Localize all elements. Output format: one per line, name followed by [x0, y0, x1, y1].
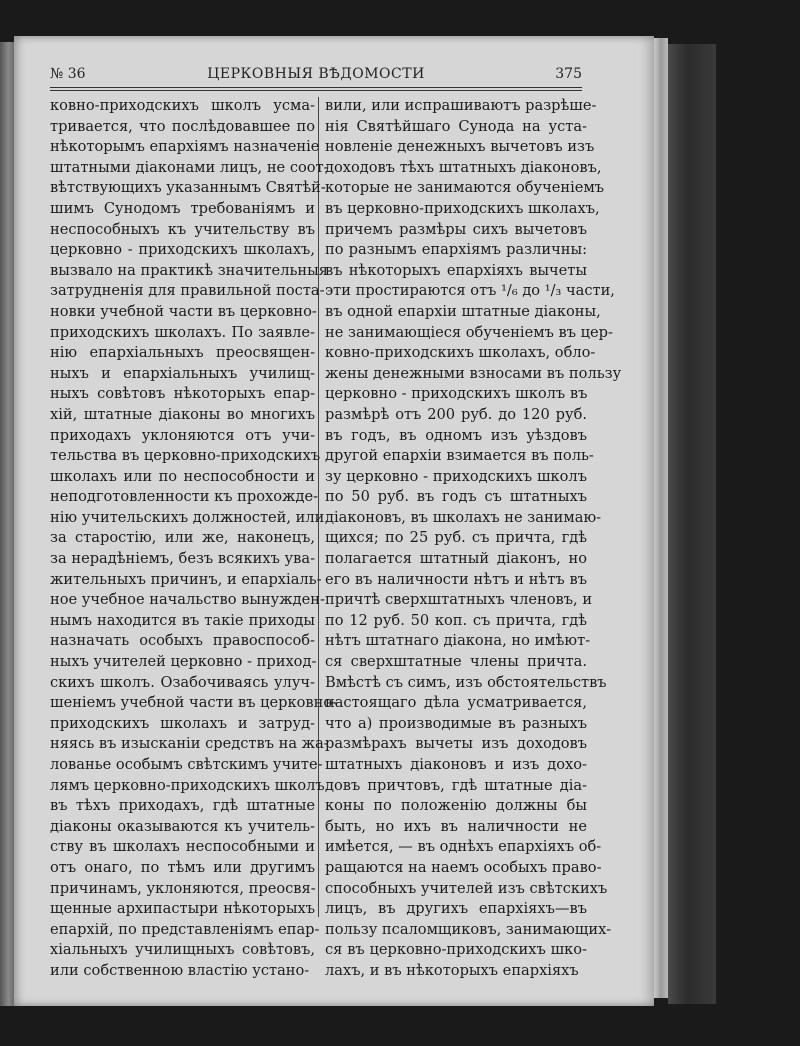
text-line: эти простираются отъ ¹/₆ до ¹/₃ части,: [325, 282, 615, 300]
text-line: причемъ размѣры сихъ вычетовъ: [325, 220, 587, 238]
text-line: ныхъ и епархіальныхъ училищ-: [50, 364, 315, 382]
text-line: церковно - приходскихъ школъ въ: [325, 385, 588, 403]
book-left-edge: [0, 42, 14, 1006]
text-line: щихся; по 25 руб. съ причта, гдѣ: [325, 529, 587, 547]
text-line: ращаются на наемъ особыхъ право-: [325, 858, 602, 876]
text-line: причтѣ сверхштатныхъ членовъ, и: [325, 591, 593, 609]
text-line: нію епархіальныхъ преосвящен-: [50, 344, 315, 362]
text-line: новки учебной части въ церковно-: [50, 302, 317, 320]
text-line: или собственною властію устано-: [50, 961, 310, 979]
page-number: 375: [555, 66, 582, 82]
text-line: вили, или испрашиваютъ разрѣше-: [325, 97, 597, 114]
header-rule: [50, 87, 582, 91]
text-line: нымъ находится въ такіе приходы: [50, 611, 315, 629]
text-line: причинамъ, уклоняются, преосвя-: [50, 879, 316, 897]
text-line: въ нѣкоторыхъ епархіяхъ вычеты: [325, 261, 587, 279]
text-line: имѣется, — въ однѣхъ епархіяхъ об-: [325, 838, 602, 856]
text-line: приходахъ уклоняются отъ учи-: [50, 426, 315, 444]
text-line: вѣтствующихъ указаннымъ Святѣй-: [50, 179, 326, 197]
text-line: быть, но ихъ въ наличности не: [325, 817, 587, 835]
text-line: ся сверхштатные члены причта.: [325, 653, 587, 671]
text-line: которые не занимаются обученіемъ: [325, 179, 605, 197]
text-line: тельства въ церковно-приходскихъ: [50, 447, 321, 465]
journal-title: ЦЕРКОВНЫЯ ВѢДОМОСТИ: [207, 66, 425, 82]
text-line: размѣрахъ вычеты изъ доходовъ: [325, 735, 587, 753]
text-line: способныхъ учителей изъ свѣтскихъ: [325, 879, 608, 897]
text-line: неспособныхъ къ учительству въ: [50, 220, 315, 238]
text-line: полагается штатный діаконъ, но: [325, 550, 587, 568]
left-column: [50, 96, 338, 982]
text-line: тривается, что послѣдовавшее по: [50, 117, 315, 135]
text-line: Вмѣстѣ съ симъ, изъ обстоятельствъ: [325, 673, 607, 691]
text-line: нѣтъ штатнаго діакона, но имѣют-: [325, 632, 591, 650]
text-line: не занимающіеся обученіемъ въ цер-: [325, 323, 613, 341]
text-line: нѣкоторымъ епархіямъ назначеніе: [50, 138, 320, 156]
text-line: ковно-приходскихъ школъ усма-: [50, 97, 315, 114]
text-line: ныхъ учителей церковно - приход-: [50, 653, 317, 671]
text-line: епархій, по представленіямъ епар-: [50, 920, 320, 938]
text-line: лахъ, и въ нѣкоторыхъ епархіяхъ: [325, 961, 579, 979]
text-line: хій, штатные діаконы во многихъ: [50, 405, 315, 423]
text-line: приходскихъ школахъ. По заявле-: [50, 323, 315, 341]
text-line: ныхъ совѣтовъ нѣкоторыхъ епар-: [50, 385, 315, 403]
text-line: ное учебное начальство вынужден-: [50, 591, 325, 609]
text-line: шимъ Сунодомъ требованіямъ и: [50, 199, 315, 217]
text-line: лямъ церковно-приходскихъ школъ: [50, 776, 325, 794]
text-line: что а) производимые въ разныхъ: [325, 714, 587, 732]
text-line: лицъ, въ другихъ епархіяхъ—въ: [325, 900, 587, 918]
text-line: другой епархіи взимается въ поль-: [325, 447, 594, 465]
text-line: доходовъ тѣхъ штатныхъ діаконовъ,: [325, 158, 602, 176]
text-line: пользу псаломщиковъ, занимающих-: [325, 920, 612, 938]
text-line: школахъ или по неспособности и: [50, 467, 315, 485]
right-column: [325, 96, 622, 982]
text-line: діаконы оказываются къ учитель-: [50, 817, 315, 835]
text-line: няясь въ изысканіи средствъ на жа-: [50, 735, 329, 753]
text-line: затрудненія для правильной поста-: [50, 282, 325, 300]
text-line: коны по положенію должны бы: [325, 797, 587, 815]
text-line: неподготовленности къ прохожде-: [50, 488, 319, 506]
text-line: церковно - приходскихъ школахъ,: [50, 241, 315, 259]
issue-number: № 36: [50, 66, 86, 82]
text-line: штатными діаконами лицъ, не соот-: [50, 158, 329, 176]
text-line: жительныхъ причинъ, и епархіаль-: [50, 570, 322, 588]
text-line: въ церковно-приходскихъ школахъ,: [325, 199, 600, 217]
running-header: [50, 66, 582, 86]
text-line: лованье особымъ свѣтскимъ учите-: [50, 756, 323, 773]
text-line: шеніемъ учебной части въ церковно-: [50, 694, 338, 712]
text-line: ковно-приходскихъ школахъ, обло-: [325, 344, 596, 362]
page-edges: [654, 38, 668, 998]
text-line: вызвало на практикѣ значительныя: [50, 261, 328, 279]
text-line: жены денежными взносами въ пользу: [325, 364, 622, 382]
text-line: ству въ школахъ неспособными и: [50, 838, 315, 856]
text-line: щенные архипастыри нѣкоторыхъ: [50, 900, 315, 918]
text-line: его въ наличности нѣтъ и нѣтъ въ: [325, 570, 587, 588]
text-line: въ одной епархіи штатные діаконы,: [325, 302, 601, 320]
text-line: по 50 руб. въ годъ съ штатныхъ: [325, 488, 587, 506]
text-line: штатныхъ діаконовъ и изъ дохо-: [325, 756, 587, 773]
text-line: новленіе денежныхъ вычетовъ изъ: [325, 138, 595, 156]
text-line: по разнымъ епархіямъ различны:: [325, 241, 587, 259]
text-line: настоящаго дѣла усматривается,: [325, 694, 587, 712]
book-cover-edge: [668, 44, 716, 1004]
text-line: размѣрѣ отъ 200 руб. до 120 руб.: [325, 405, 587, 423]
text-line: ся въ церковно-приходскихъ шко-: [325, 941, 587, 959]
column-divider: [318, 97, 319, 917]
text-line: хіальныхъ училищныхъ совѣтовъ,: [50, 941, 315, 959]
text-line: зу церковно - приходскихъ школъ: [325, 467, 587, 485]
text-line: нія Святѣйшаго Сунода на уста-: [325, 117, 587, 135]
text-line: въ тѣхъ приходахъ, гдѣ штатные: [50, 797, 315, 815]
text-line: приходскихъ школахъ и затруд-: [50, 714, 315, 732]
text-line: діаконовъ, въ школахъ не занимаю-: [325, 508, 602, 526]
text-line: по 12 руб. 50 коп. съ причта, гдѣ: [325, 611, 587, 629]
text-line: нію учительскихъ должностей, или: [50, 508, 325, 526]
text-line: назначать особыхъ правоспособ-: [50, 632, 315, 650]
text-line: за старостію, или же, наконецъ,: [50, 529, 315, 547]
text-line: скихъ школъ. Озабочиваясь улуч-: [50, 673, 315, 691]
text-line: довъ причтовъ, гдѣ штатные діа-: [325, 776, 587, 794]
text-line: въ годъ, въ одномъ изъ уѣздовъ: [325, 426, 587, 444]
text-line: отъ онаго, по тѣмъ или другимъ: [50, 858, 315, 876]
text-line: за нерадѣніемъ, безъ всякихъ ува-: [50, 550, 315, 568]
